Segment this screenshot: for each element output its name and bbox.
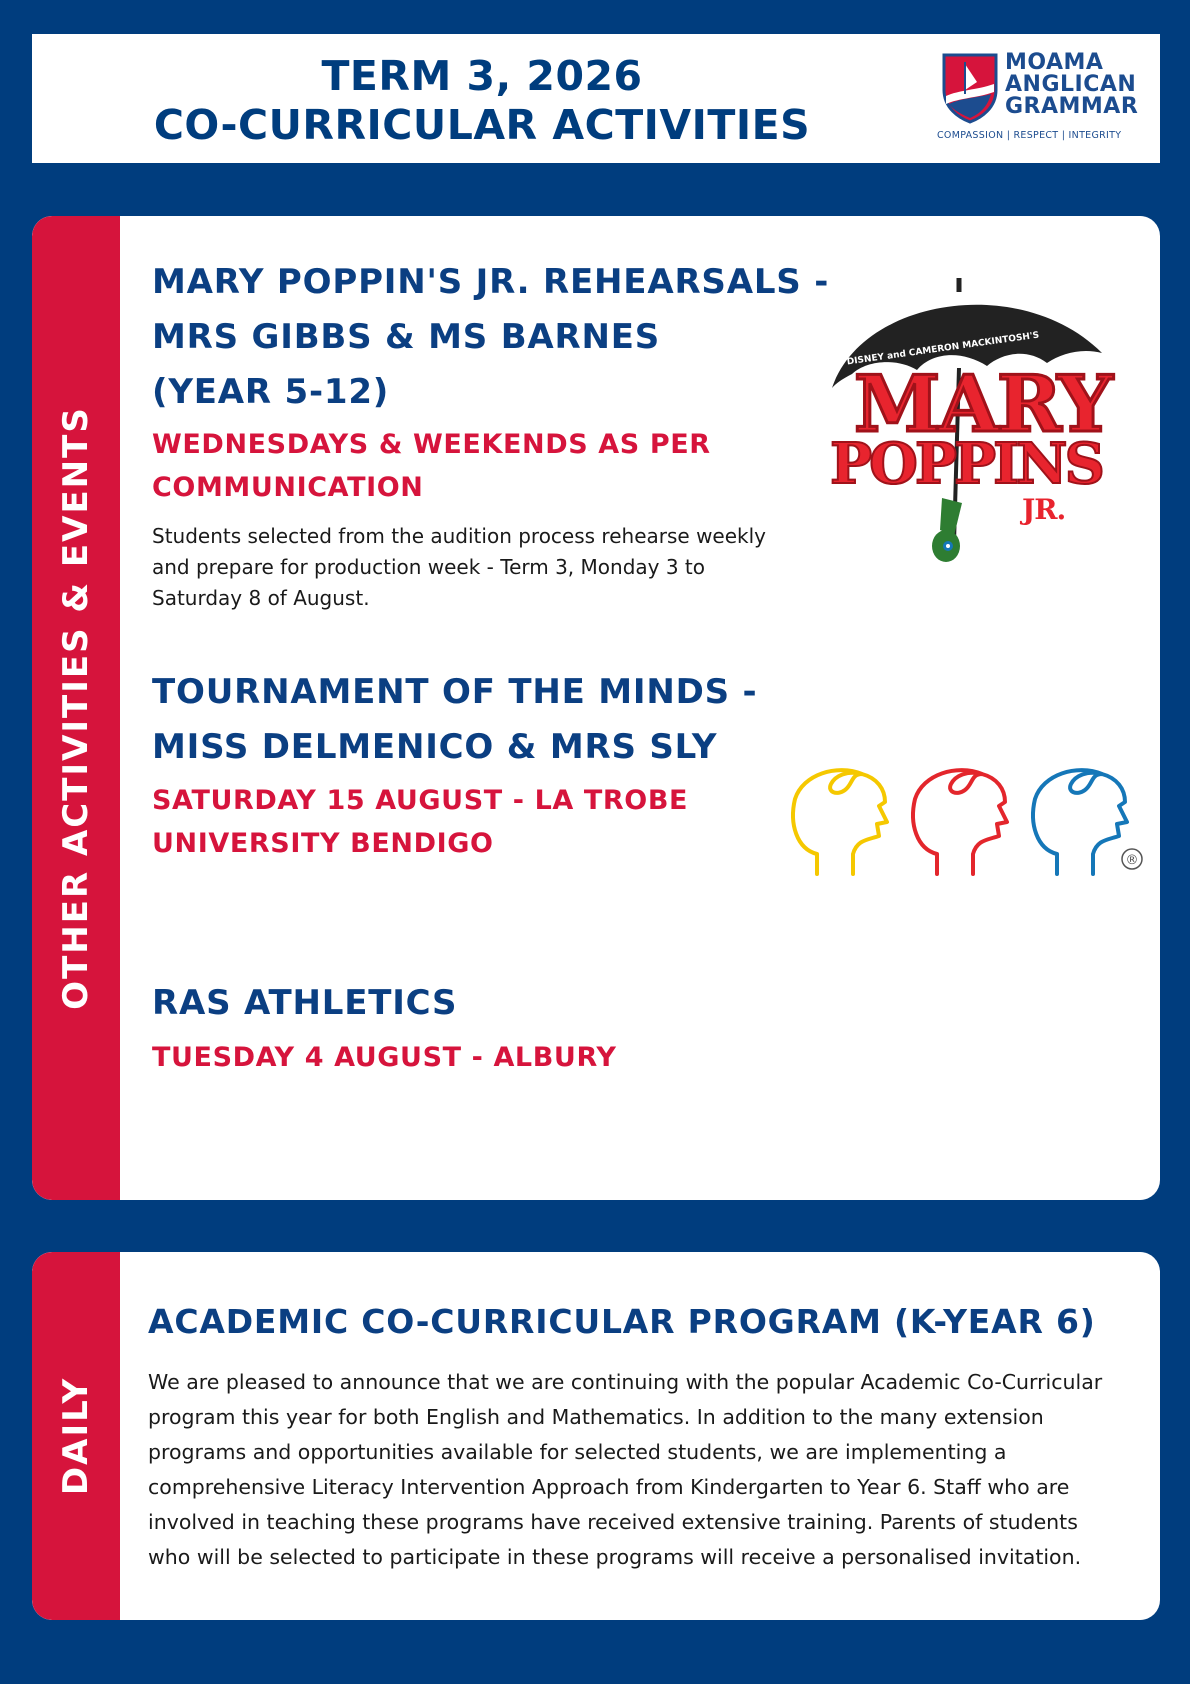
title-line-1: TERM 3, 2026 [321,52,643,100]
page-header [32,34,1160,163]
title-line-2: CO-CURRICULAR ACTIVITIES [153,101,811,149]
registered-mark: ® [1125,853,1139,868]
event-title-line: (YEAR 5-12) [152,372,390,412]
mary-poppins-logo-word1: MARY [854,359,1111,450]
mary-poppins-logo-word3: JR. [1022,493,1066,526]
event-title-tournament-of-minds [152,665,757,775]
event-description-mary-poppins [152,521,766,614]
school-name [1005,52,1138,118]
daily-card [32,1252,1160,1620]
daily-description-line: involved in teaching these programs have received extensive training. Parents of students [148,1510,1078,1534]
event-title-line: MISS DELMENICO & MRS SLY [152,727,718,767]
mary-poppins-logo-word2: POPPINS [830,431,1102,497]
mary-poppins-logo [822,278,1122,578]
event-description-line: and prepare for production week - Term 3, Monday 3 to [152,555,705,579]
event-schedule-line: SATURDAY 15 AUGUST - LA TROBE [152,785,689,816]
daily-description-line: We are pleased to announce that we are continuing with the popular Academic Co-Curricular [148,1370,1103,1394]
event-schedule-mary-poppins [152,423,711,509]
event-title-line: MRS GIBBS & MS BARNES [152,317,661,357]
event-schedule-line: TUESDAY 4 AUGUST - ALBURY [152,1042,617,1073]
event-schedule-line: UNIVERSITY BENDIGO [152,828,494,859]
event-title-mary-poppins [152,255,829,420]
daily-side-label: DAILY [56,1376,96,1496]
school-name-line-1: MOAMA [1005,50,1104,75]
three-heads-icon [767,744,1147,894]
school-name-line-3: GRAMMAR [1005,94,1139,119]
page-title [32,52,932,150]
daily-description-line: comprehensive Literacy Intervention Approach from Kindergarten to Year 6. Staff who are [148,1475,1070,1499]
tournament-of-minds-logo [767,744,1147,894]
school-crest-icon [941,52,999,124]
events-card [32,216,1160,1200]
event-title-line: TOURNAMENT OF THE MINDS - [152,672,758,712]
school-motto: COMPASSION | RESPECT | INTEGRITY [937,130,1122,141]
daily-description-line: programs and opportunities available for selected students, we are implementing a [148,1440,1007,1464]
event-schedule-line: COMMUNICATION [152,472,424,503]
daily-program-description [148,1365,1138,1575]
event-title-line: RAS ATHLETICS [152,983,458,1023]
event-description-line: Saturday 8 of August. [152,586,370,610]
event-schedule-line: WEDNESDAYS & WEEKENDS AS PER [152,429,711,460]
event-title-ras-athletics [152,976,457,1031]
event-schedule-ras-athletics [152,1036,617,1079]
daily-side-tab [32,1252,120,1620]
events-side-tab [32,216,120,1200]
events-side-label: OTHER ACTIVITIES & EVENTS [56,406,96,1010]
school-name-line-2: ANGLICAN [1005,72,1137,97]
daily-description-line: program this year for both English and Mathematics. In addition to the many extension [148,1405,1044,1429]
event-title-line: MARY POPPIN'S JR. REHEARSALS - [152,262,830,302]
school-logo [937,52,1152,152]
event-description-line: Students selected from the audition process rehearse weekly [152,524,767,548]
daily-program-title: ACADEMIC CO-CURRICULAR PROGRAM (K-YEAR 6) [148,1302,1096,1341]
event-schedule-tournament-of-minds [152,779,688,865]
daily-description-line: who will be selected to participate in these programs will receive a personalised invitation. [148,1545,1082,1569]
mary-poppins-logo-tagline: DISNEY and CAMERON MACKINTOSH'S [846,330,1040,368]
